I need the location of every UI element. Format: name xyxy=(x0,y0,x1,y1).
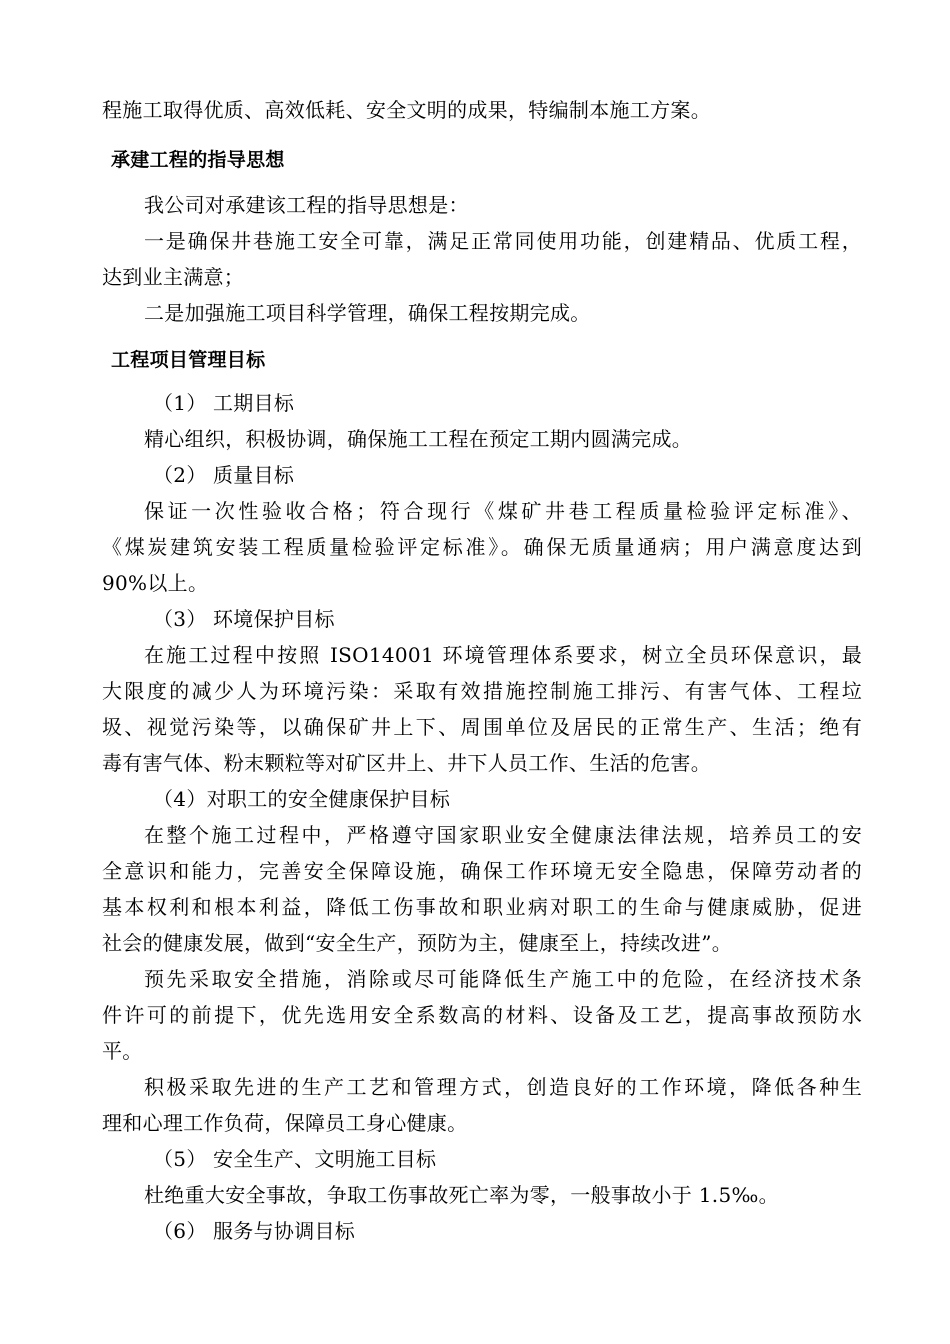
paragraph-line: 我公司对承建该工程的指导思想是： xyxy=(144,193,469,217)
subheading-environment-goal xyxy=(153,604,913,634)
subheading-number: （6） xyxy=(153,1219,207,1243)
paragraph-line: 基本权利和根本利益，降低工伤事故和职业病对职工的生命与健康威胁，促进 xyxy=(102,895,862,919)
subheading-quality-goal xyxy=(153,460,913,490)
subheading-title: 安全生产、文明施工目标 xyxy=(213,1147,437,1171)
subheading-health-goal: （4）对职工的安全健康保护目标 xyxy=(153,787,451,811)
paragraph-line: 杜绝重大安全事故，争取工伤事故死亡率为零，一般事故小于 1.5‰。 xyxy=(144,1183,779,1207)
subheading-number: （1） xyxy=(153,391,207,415)
subheading-number: （5） xyxy=(153,1147,207,1171)
paragraph-line: 积极采取先进的生产工艺和管理方式，创造良好的工作环境，降低各种生 xyxy=(144,1075,862,1099)
paragraph-line: 社会的健康发展，做到“安全生产，预防为主，健康至上，持续改进”。 xyxy=(102,931,733,955)
paragraph-line: 《煤炭建筑安装工程质量检验评定标准》。确保无质量通病；用户满意度达到 xyxy=(102,535,862,559)
subheading-title: 服务与协调目标 xyxy=(213,1219,356,1243)
section-heading-management-goals: 工程项目管理目标 xyxy=(111,349,266,371)
paragraph-line: 在整个施工过程中，严格遵守国家职业安全健康法律法规，培养员工的安 xyxy=(144,823,862,847)
paragraph-line: 精心组织，积极协调，确保施工工程在预定工期内圆满完成。 xyxy=(144,427,693,451)
section-heading-guiding-thought: 承建工程的指导思想 xyxy=(111,149,285,171)
paragraph-line: 平。 xyxy=(102,1039,143,1063)
paragraph-line: 程施工取得优质、高效低耗、安全文明的成果，特编制本施工方案。 xyxy=(102,98,711,122)
paragraph-line: 在施工过程中按照 ISO14001 环境管理体系要求，树立全员环保意识，最 xyxy=(144,643,862,667)
paragraph-line: 二是加强施工项目科学管理，确保工程按期完成。 xyxy=(144,301,591,325)
subheading-safety-goal xyxy=(153,1144,913,1174)
paragraph-line: 达到业主满意； xyxy=(102,265,245,289)
subheading-schedule-goal xyxy=(153,388,913,418)
subheading-title: 环境保护目标 xyxy=(213,607,335,631)
paragraph-line: 理和心理工作负荷，保障员工身心健康。 xyxy=(102,1111,468,1135)
paragraph-line: 大限度的减少人为环境污染：采取有效措施控制施工排污、有害气体、工程垃 xyxy=(102,679,862,703)
paragraph-line: 一是确保井巷施工安全可靠，满足正常同使用功能，创建精品、优质工程， xyxy=(144,229,862,253)
subheading-number: （3） xyxy=(153,607,207,631)
paragraph-line: 毒有害气体、粉末颗粒等对矿区井上、井下人员工作、生活的危害。 xyxy=(102,751,711,775)
paragraph-line: 预先采取安全措施，消除或尽可能降低生产施工中的危险，在经济技术条 xyxy=(144,967,862,991)
subheading-title: 工期目标 xyxy=(213,391,295,415)
subheading-number: （2） xyxy=(153,463,207,487)
paragraph-line: 圾、视觉污染等，以确保矿井上下、周围单位及居民的正常生产、生活；绝有 xyxy=(102,715,862,739)
paragraph-line: 件许可的前提下，优先选用安全系数高的材料、设备及工艺，提高事故预防水 xyxy=(102,1003,862,1027)
subheading-service-goal xyxy=(153,1216,913,1246)
paragraph-line: 90%以上。 xyxy=(102,571,209,595)
subheading-title: 质量目标 xyxy=(213,463,295,487)
paragraph-line: 全意识和能力，完善安全保障设施，确保工作环境无安全隐患，保障劳动者的 xyxy=(102,859,862,883)
paragraph-line: 保证一次性验收合格；符合现行《煤矿井巷工程质量检验评定标准》、 xyxy=(144,499,862,523)
